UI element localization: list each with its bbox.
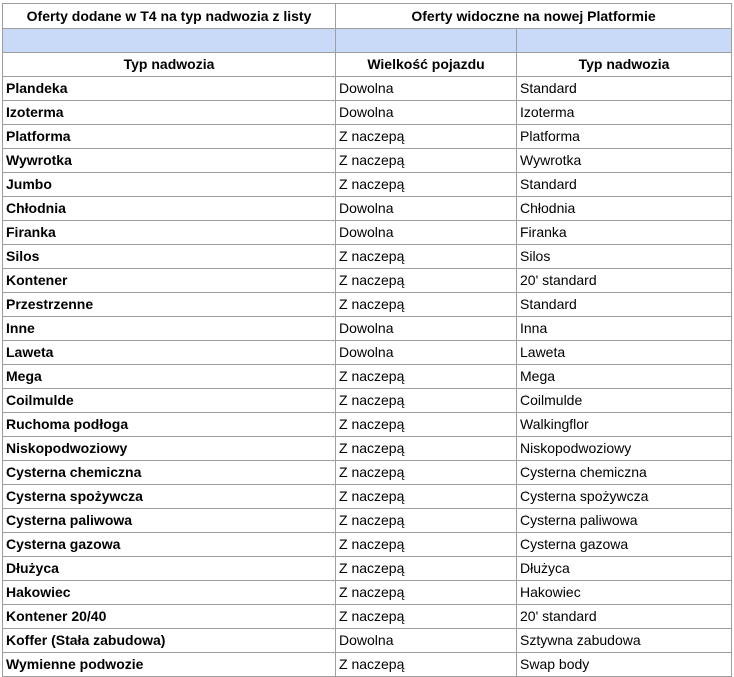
table-row [3, 365, 732, 389]
cell-platform-body-type[interactable]: Inna [517, 317, 732, 341]
cell-platform-body-type[interactable]: Platforma [517, 125, 732, 149]
table-row [3, 605, 732, 629]
cell-platform-body-type[interactable]: Wywrotka [517, 149, 732, 173]
column-header-row [3, 53, 732, 77]
highlight-cell[interactable] [336, 29, 517, 53]
table-row [3, 629, 732, 653]
cell-vehicle-size[interactable]: Dowolna [336, 629, 517, 653]
cell-vehicle-size[interactable]: Z naczepą [336, 653, 517, 677]
cell-vehicle-size[interactable]: Z naczepą [336, 437, 517, 461]
cell-t4-body-type[interactable]: Przestrzenne [3, 293, 336, 317]
cell-platform-body-type[interactable]: Cysterna paliwowa [517, 509, 732, 533]
cell-platform-body-type[interactable]: 20' standard [517, 605, 732, 629]
column-header-t4-body-type[interactable]: Typ nadwozia [3, 53, 336, 77]
group-header-row [3, 4, 732, 29]
cell-platform-body-type[interactable]: 20' standard [517, 269, 732, 293]
cell-vehicle-size[interactable]: Z naczepą [336, 245, 517, 269]
cell-platform-body-type[interactable]: Standard [517, 77, 732, 101]
highlight-cell[interactable] [517, 29, 732, 53]
cell-t4-body-type[interactable]: Koffer (Stała zabudowa) [3, 629, 336, 653]
cell-t4-body-type[interactable]: Chłodnia [3, 197, 336, 221]
cell-platform-body-type[interactable]: Silos [517, 245, 732, 269]
cell-t4-body-type[interactable]: Cysterna gazowa [3, 533, 336, 557]
cell-t4-body-type[interactable]: Silos [3, 245, 336, 269]
table-row [3, 245, 732, 269]
highlight-row [3, 29, 732, 53]
table-row [3, 653, 732, 677]
table-row [3, 101, 732, 125]
cell-platform-body-type[interactable]: Swap body [517, 653, 732, 677]
cell-vehicle-size[interactable]: Z naczepą [336, 269, 517, 293]
cell-vehicle-size[interactable]: Z naczepą [336, 581, 517, 605]
table-row [3, 485, 732, 509]
table-row [3, 293, 732, 317]
cell-t4-body-type[interactable]: Cysterna spożywcza [3, 485, 336, 509]
cell-t4-body-type[interactable]: Wymienne podwozie [3, 653, 336, 677]
cell-platform-body-type[interactable]: Standard [517, 293, 732, 317]
cell-vehicle-size[interactable]: Dowolna [336, 77, 517, 101]
cell-t4-body-type[interactable]: Plandeka [3, 77, 336, 101]
column-header-platform-body-type[interactable]: Typ nadwozia [517, 53, 732, 77]
cell-t4-body-type[interactable]: Firanka [3, 221, 336, 245]
platform-group-header[interactable]: Oferty widoczne na nowej Platformie [336, 4, 732, 29]
cell-platform-body-type[interactable]: Cysterna gazowa [517, 533, 732, 557]
cell-vehicle-size[interactable]: Z naczepą [336, 605, 517, 629]
table-row [3, 173, 732, 197]
cell-platform-body-type[interactable]: Sztywna zabudowa [517, 629, 732, 653]
cell-t4-body-type[interactable]: Niskopodwoziowy [3, 437, 336, 461]
cell-t4-body-type[interactable]: Izoterma [3, 101, 336, 125]
table-row [3, 581, 732, 605]
table-row [3, 341, 732, 365]
cell-t4-body-type[interactable]: Kontener [3, 269, 336, 293]
cell-vehicle-size[interactable]: Dowolna [336, 197, 517, 221]
cell-platform-body-type[interactable]: Coilmulde [517, 389, 732, 413]
cell-vehicle-size[interactable]: Z naczepą [336, 173, 517, 197]
cell-vehicle-size[interactable]: Dowolna [336, 317, 517, 341]
cell-vehicle-size[interactable]: Dowolna [336, 101, 517, 125]
cell-platform-body-type[interactable]: Cysterna chemiczna [517, 461, 732, 485]
cell-platform-body-type[interactable]: Cysterna spożywcza [517, 485, 732, 509]
cell-t4-body-type[interactable]: Coilmulde [3, 389, 336, 413]
cell-platform-body-type[interactable]: Laweta [517, 341, 732, 365]
cell-vehicle-size[interactable]: Z naczepą [336, 149, 517, 173]
table-row [3, 437, 732, 461]
cell-t4-body-type[interactable]: Hakowiec [3, 581, 336, 605]
cell-platform-body-type[interactable]: Chłodnia [517, 197, 732, 221]
table-row [3, 125, 732, 149]
table-row [3, 413, 732, 437]
table-row [3, 77, 732, 101]
body-type-mapping-table [2, 3, 732, 677]
table-row [3, 509, 732, 533]
table-row [3, 149, 732, 173]
cell-platform-body-type[interactable]: Mega [517, 365, 732, 389]
cell-t4-body-type[interactable]: Mega [3, 365, 336, 389]
cell-vehicle-size[interactable]: Z naczepą [336, 485, 517, 509]
cell-vehicle-size[interactable]: Z naczepą [336, 557, 517, 581]
cell-platform-body-type[interactable]: Dłużyca [517, 557, 732, 581]
cell-vehicle-size[interactable]: Z naczepą [336, 461, 517, 485]
column-header-vehicle-size[interactable]: Wielkość pojazdu [336, 53, 517, 77]
cell-t4-body-type[interactable]: Laweta [3, 341, 336, 365]
table-row [3, 389, 732, 413]
cell-platform-body-type[interactable]: Walkingflor [517, 413, 732, 437]
cell-platform-body-type[interactable]: Firanka [517, 221, 732, 245]
cell-vehicle-size[interactable]: Z naczepą [336, 389, 517, 413]
cell-vehicle-size[interactable]: Z naczepą [336, 533, 517, 557]
table-row [3, 461, 732, 485]
cell-t4-body-type[interactable]: Wywrotka [3, 149, 336, 173]
cell-platform-body-type[interactable]: Izoterma [517, 101, 732, 125]
table-row [3, 557, 732, 581]
table-row [3, 221, 732, 245]
cell-t4-body-type[interactable]: Dłużyca [3, 557, 336, 581]
table-row [3, 197, 732, 221]
cell-t4-body-type[interactable]: Ruchoma podłoga [3, 413, 336, 437]
cell-vehicle-size[interactable]: Dowolna [336, 221, 517, 245]
cell-t4-body-type[interactable]: Cysterna paliwowa [3, 509, 336, 533]
cell-t4-body-type[interactable]: Kontener 20/40 [3, 605, 336, 629]
highlight-cell[interactable] [3, 29, 336, 53]
table-row [3, 269, 732, 293]
table-row [3, 533, 732, 557]
cell-vehicle-size[interactable]: Z naczepą [336, 365, 517, 389]
cell-vehicle-size[interactable]: Z naczepą [336, 413, 517, 437]
table-body [3, 77, 732, 677]
cell-platform-body-type[interactable]: Hakowiec [517, 581, 732, 605]
cell-vehicle-size[interactable]: Z naczepą [336, 509, 517, 533]
cell-vehicle-size[interactable]: Dowolna [336, 341, 517, 365]
cell-t4-body-type[interactable]: Inne [3, 317, 336, 341]
cell-platform-body-type[interactable]: Standard [517, 173, 732, 197]
cell-vehicle-size[interactable]: Z naczepą [336, 293, 517, 317]
cell-t4-body-type[interactable]: Cysterna chemiczna [3, 461, 336, 485]
cell-t4-body-type[interactable]: Platforma [3, 125, 336, 149]
cell-platform-body-type[interactable]: Niskopodwoziowy [517, 437, 732, 461]
t4-group-header[interactable]: Oferty dodane w T4 na typ nadwozia z listy [3, 4, 336, 29]
cell-vehicle-size[interactable]: Z naczepą [336, 125, 517, 149]
table-row [3, 317, 732, 341]
cell-t4-body-type[interactable]: Jumbo [3, 173, 336, 197]
